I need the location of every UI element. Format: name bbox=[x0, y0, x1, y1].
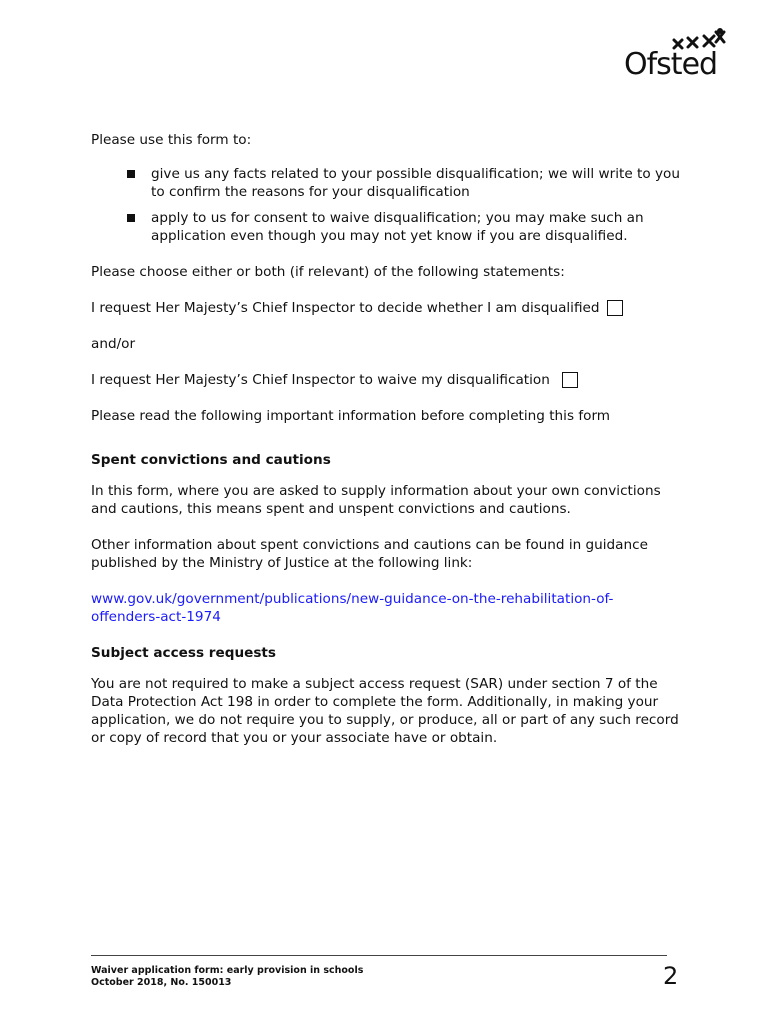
decide-statement bbox=[91, 299, 681, 317]
and-or-text: and/or bbox=[91, 336, 136, 352]
spent-convictions-heading: Spent convictions and cautions bbox=[91, 452, 331, 468]
waive-statement-label: I request Her Majesty’s Chief Inspector to waive my disqualification bbox=[91, 372, 550, 388]
decide-statement-label: I request Her Majesty’s Chief Inspector to decide whether I am disqualified bbox=[91, 300, 600, 316]
purpose-list bbox=[91, 165, 681, 245]
waive-checkbox[interactable] bbox=[562, 372, 578, 388]
subject-access-para: You are not required to make a subject access request (SAR) under section 7 of the Data Protection Act 198 in order to complete the form. Additionally, in making your application, we do not require you to supply, or produce, all or part of any such record or copy of record that you or your associate have or obtain. bbox=[91, 676, 679, 746]
ofsted-logo bbox=[620, 28, 732, 84]
footer-reference: October 2018, No. 150013 bbox=[91, 977, 232, 988]
spent-convictions-para-1: In this form, where you are asked to supply information about your own convictions and cautions, this means spent and unspent convictions and cautions. bbox=[91, 483, 661, 517]
intro-text: Please use this form to: bbox=[91, 132, 252, 148]
guidance-link[interactable]: www.gov.uk/government/publications/new-guidance-on-the-rehabilitation-of-offenders-act-1974 bbox=[91, 591, 614, 625]
footer-title: Waiver application form: early provision in schools bbox=[91, 965, 364, 976]
list-item bbox=[91, 165, 681, 201]
square-bullet-icon bbox=[127, 170, 135, 178]
spent-convictions-para-2: Other information about spent convictions and cautions can be found in guidance published by the Ministry of Justice at the following link: bbox=[91, 537, 648, 571]
choose-instruction: Please choose either or both (if relevant) of the following statements: bbox=[91, 264, 565, 280]
form-content bbox=[91, 131, 681, 765]
footer-divider bbox=[91, 955, 667, 956]
decide-checkbox[interactable] bbox=[607, 300, 623, 316]
list-item-text: apply to us for consent to waive disqualification; you may make such an application even though you may not yet know if you are disqualified. bbox=[151, 210, 644, 244]
square-bullet-icon bbox=[127, 214, 135, 222]
subject-access-heading: Subject access requests bbox=[91, 645, 277, 661]
logo-wordmark: Ofsted bbox=[624, 47, 718, 82]
list-item-text: give us any facts related to your possible disqualification; we will write to you to confirm the reasons for your disqualification bbox=[151, 166, 680, 200]
waive-statement bbox=[91, 371, 681, 389]
list-item bbox=[91, 209, 681, 245]
page-number: 2 bbox=[663, 962, 679, 990]
read-info-text: Please read the following important information before completing this form bbox=[91, 408, 611, 424]
footer bbox=[91, 965, 363, 989]
